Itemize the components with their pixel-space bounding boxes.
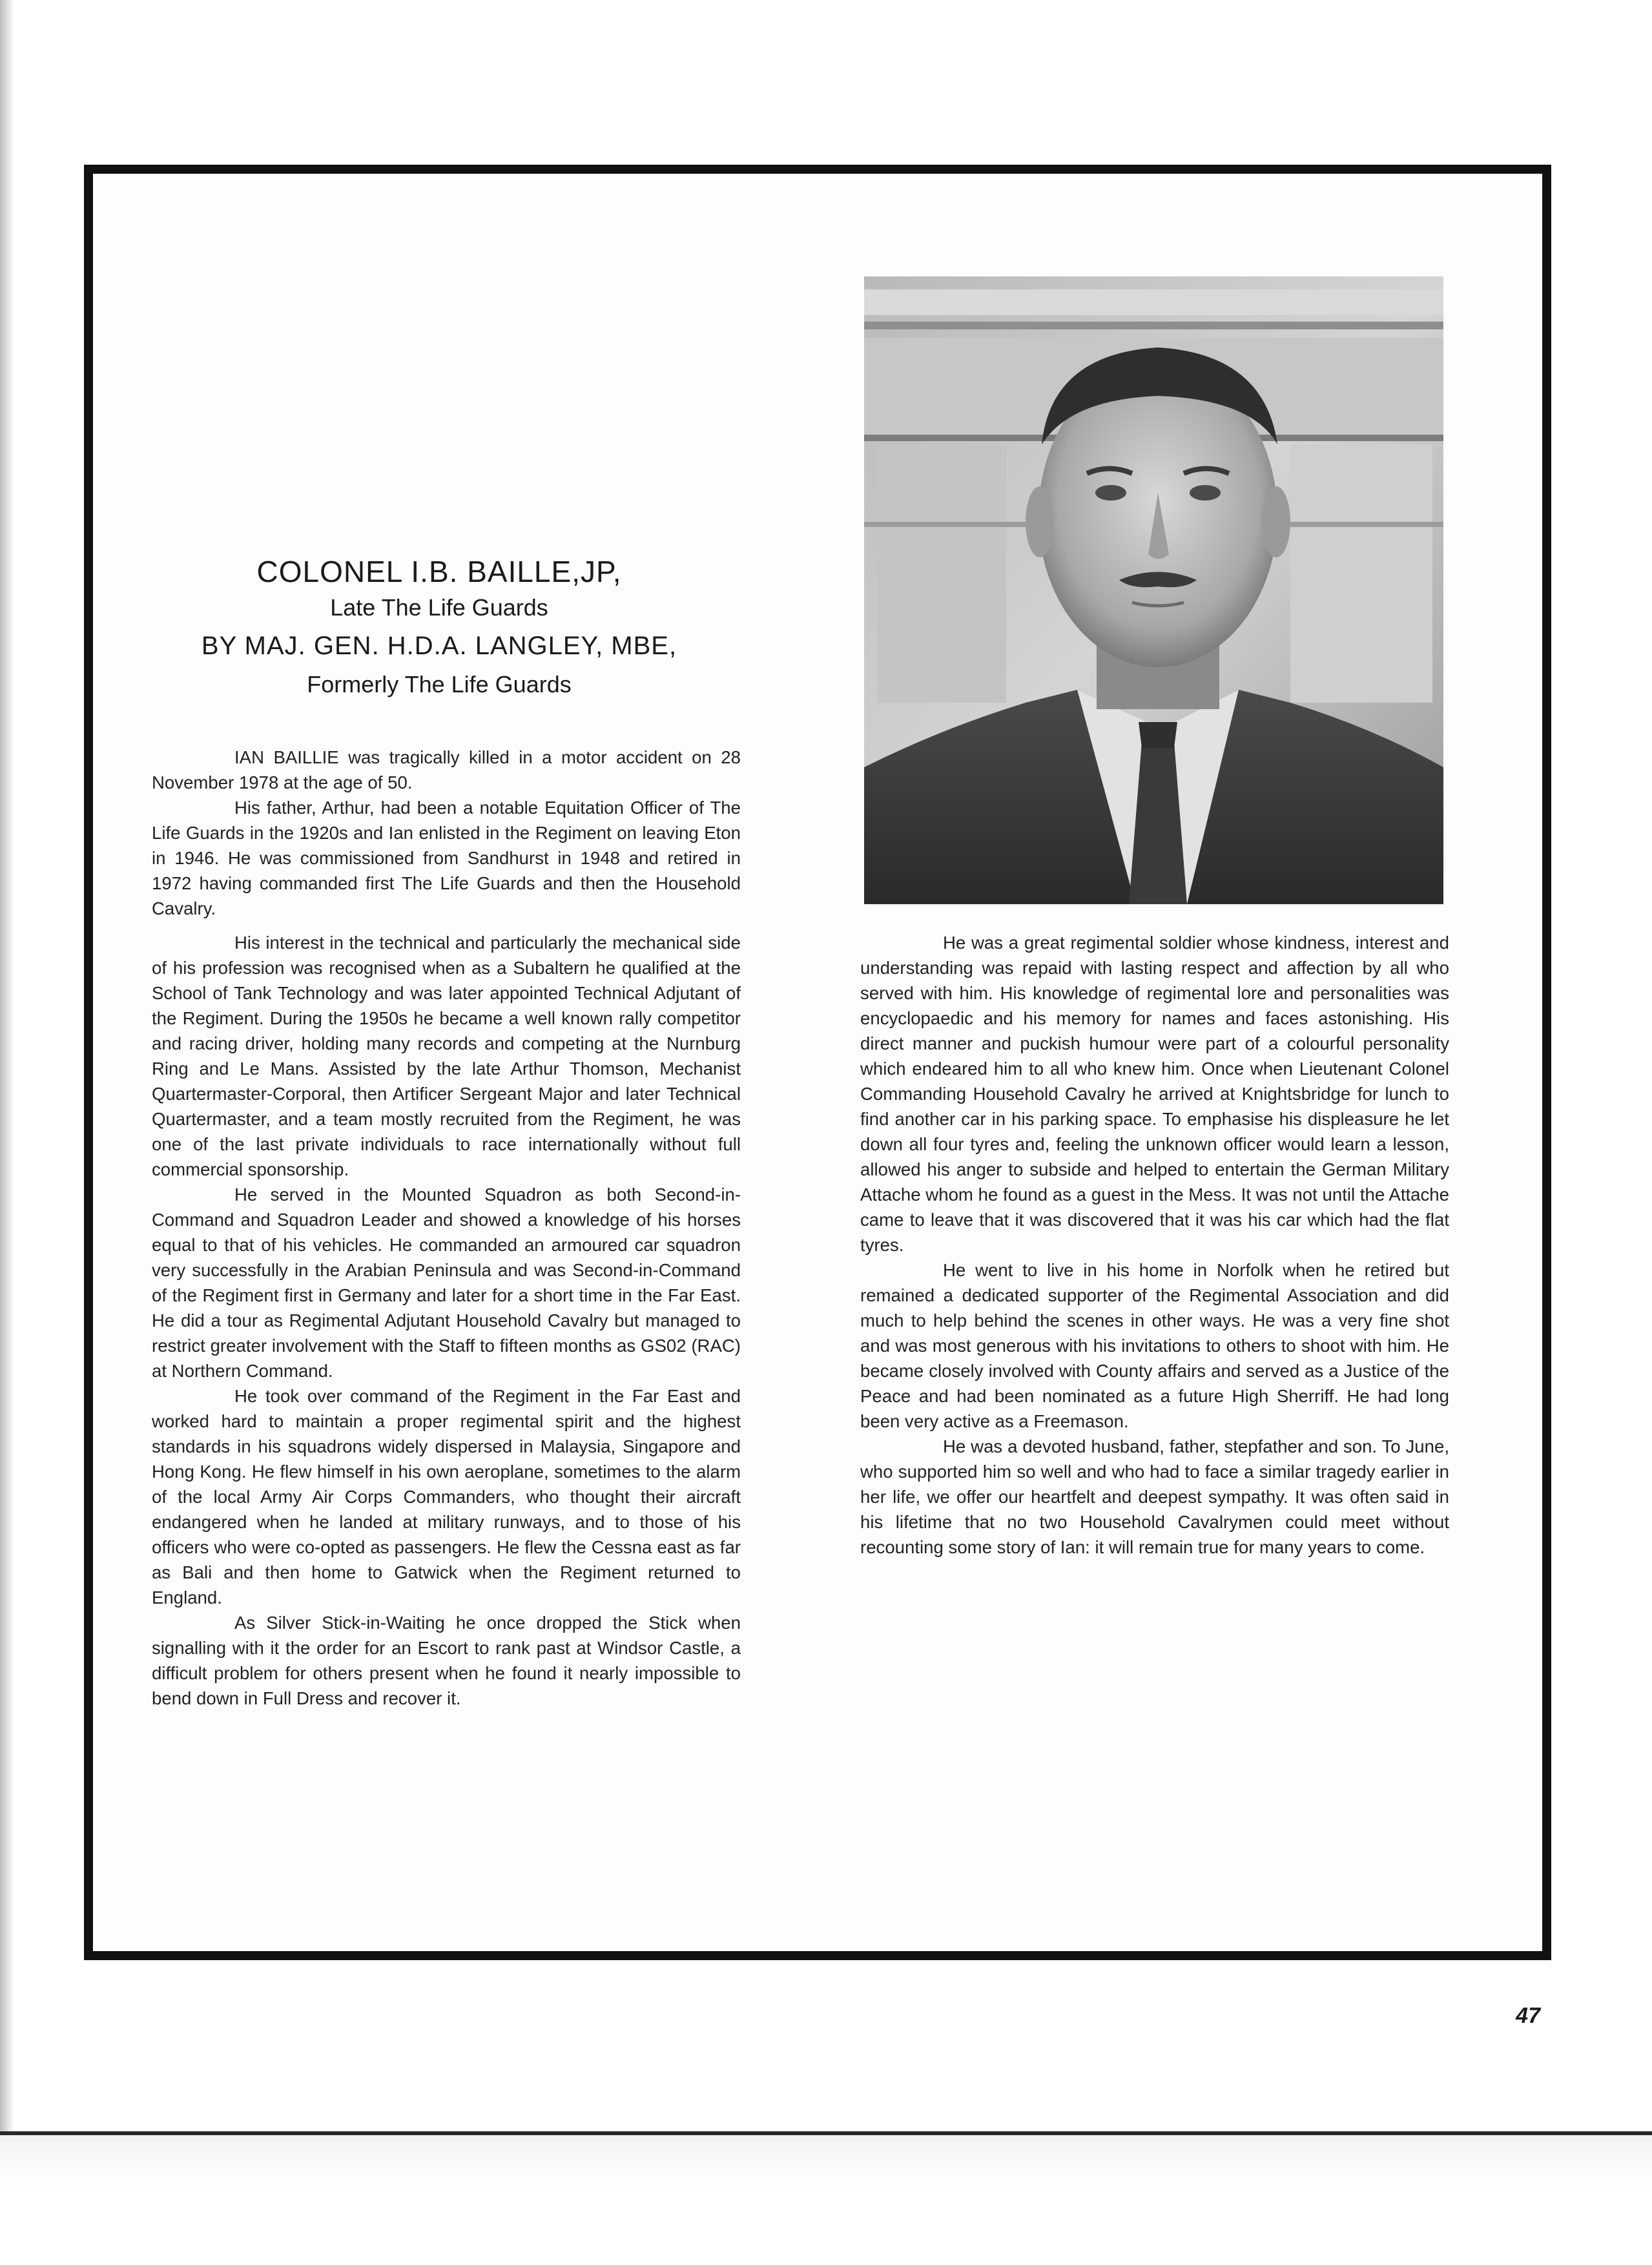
- subject-regiment: Late The Life Guards: [330, 594, 548, 621]
- intro-paragraph: IAN BAILLIE was tragically killed in a motor accident on 28 November 1978 at the age of 50.: [152, 747, 741, 792]
- article-title: COLONEL I.B. BAILLE,JP,: [256, 555, 622, 588]
- body-paragraph: He was a great regimental soldier whose kindness, interest and understanding was repaid with lasting respect and affection by all who served with him. His knowledge of regimental lore and personalities was encyclopaedic and his memory for names and faces astonishing. His direct manner and puckish humour were part of a colourful personality which endeared him to all who knew him. Once when Lieutenant Colonel Commanding Household Cavalry he arrived at Knightsbridge for lunch to find another car in his parking space. To emphasise his displeasure he let down all four tyres and, feeling the unknown officer would learn a lesson, allowed his anger to subside and helped to entertain the German Military Attache whom he found as a guest in the Mess. It was not until the Attache came to leave that it was discovered that it was his car which had the flat tyres.: [860, 933, 1449, 1255]
- body-paragraph: He served in the Mounted Squadron as both Second-in-Command and Squadron Leader and showed a knowledge of his horses equal to that of his vehicles. He commanded an armoured car squadron very successfully in the Arabian Peninsula and was Second-in-Command of the Regiment first in Germany and later for a short time in the Far East. He did a tour as Regimental Adjutant Household Cavalry but managed to restrict greater involvement with the Staff to fifteen months as GS02 (RAC) at Northern Command.: [152, 1184, 741, 1381]
- body-paragraph: As Silver Stick-in-Waiting he once dropped the Stick when signalling with it the order for an Escort to rank past at Windsor Castle, a difficult problem for others present when he found it nearly impossible to bend down in Full Dress and recover it.: [152, 1613, 741, 1708]
- left-column: [152, 930, 741, 1711]
- right-column: [860, 930, 1449, 1560]
- portrait-photo: [864, 276, 1443, 904]
- author-byline: BY MAJ. GEN. H.D.A. LANGLEY, MBE,: [201, 632, 677, 660]
- body-paragraph: He went to live in his home in Norfolk when he retired but remained a dedicated supporter of the Regimental Association and did much to help behind the scenes in other ways. He was a very fine shot and was most generous with his invitations to others to shoot with him. He became closely involved with County affairs and served as a Justice of the Peace and had been nominated as a future High Sherriff. He had long been very active as a Freemason.: [860, 1260, 1449, 1431]
- author-regiment: Formerly The Life Guards: [307, 671, 572, 698]
- portrait-illustration: [864, 276, 1443, 904]
- article-heading: [152, 554, 727, 708]
- body-paragraph: His interest in the technical and particularly the mechanical side of his profession was recognised when as a Subaltern he qualified at the School of Tank Technology and was later appointed Technical Adjutant of the Regiment. During the 1950s he became a well known rally competitor and racing driver, holding many records and competing at the Nurnburg Ring and Le Mans. Assisted by the late Arthur Thomson, Mechanist Quartermaster-Corporal, then Artificer Sergeant Major and later Technical Quartermaster, and a team mostly recruited from the Regiment, he was one of the last private individuals to race internationally without full commercial sponsorship.: [152, 933, 741, 1179]
- body-paragraph: He was a devoted husband, father, stepfather and son. To June, who supported him so well and who had to face a similar tragedy earlier in her life, we offer our heartfelt and deepest sympathy. It was often said in his lifetime that no two Household Cavalrymen could meet without recounting some story of Ian: it will remain true for many years to come.: [860, 1436, 1449, 1557]
- intro-paragraph: His father, Arthur, had been a notable Equitation Officer of The Life Guards in the 1920s and Ian enlisted in the Regiment on leaving Eton in 1946. He was commissioned from Sandhurst in 1948 and retired in 1972 having commanded first The Life Guards and then the Household Cavalry.: [152, 798, 741, 918]
- scan-edge-shadow: [0, 0, 14, 2265]
- scan-bottom-shadow: [0, 2135, 1652, 2265]
- intro-column: [152, 745, 741, 921]
- page-number: 47: [1516, 2003, 1540, 2028]
- body-paragraph: He took over command of the Regiment in the Far East and worked hard to maintain a proper regimental spirit and the highest standards in his squadrons widely dispersed in Malaysia, Singapore and Hong Kong. He flew himself in his own aeroplane, sometimes to the alarm of the local Army Air Corps Commanders, who thought their aircraft endangered when he landed at military runways, and to those of his officers who were co-opted as passengers. He flew the Cessna east as far as Bali and then home to Gatwick when the Regiment returned to England.: [152, 1386, 741, 1608]
